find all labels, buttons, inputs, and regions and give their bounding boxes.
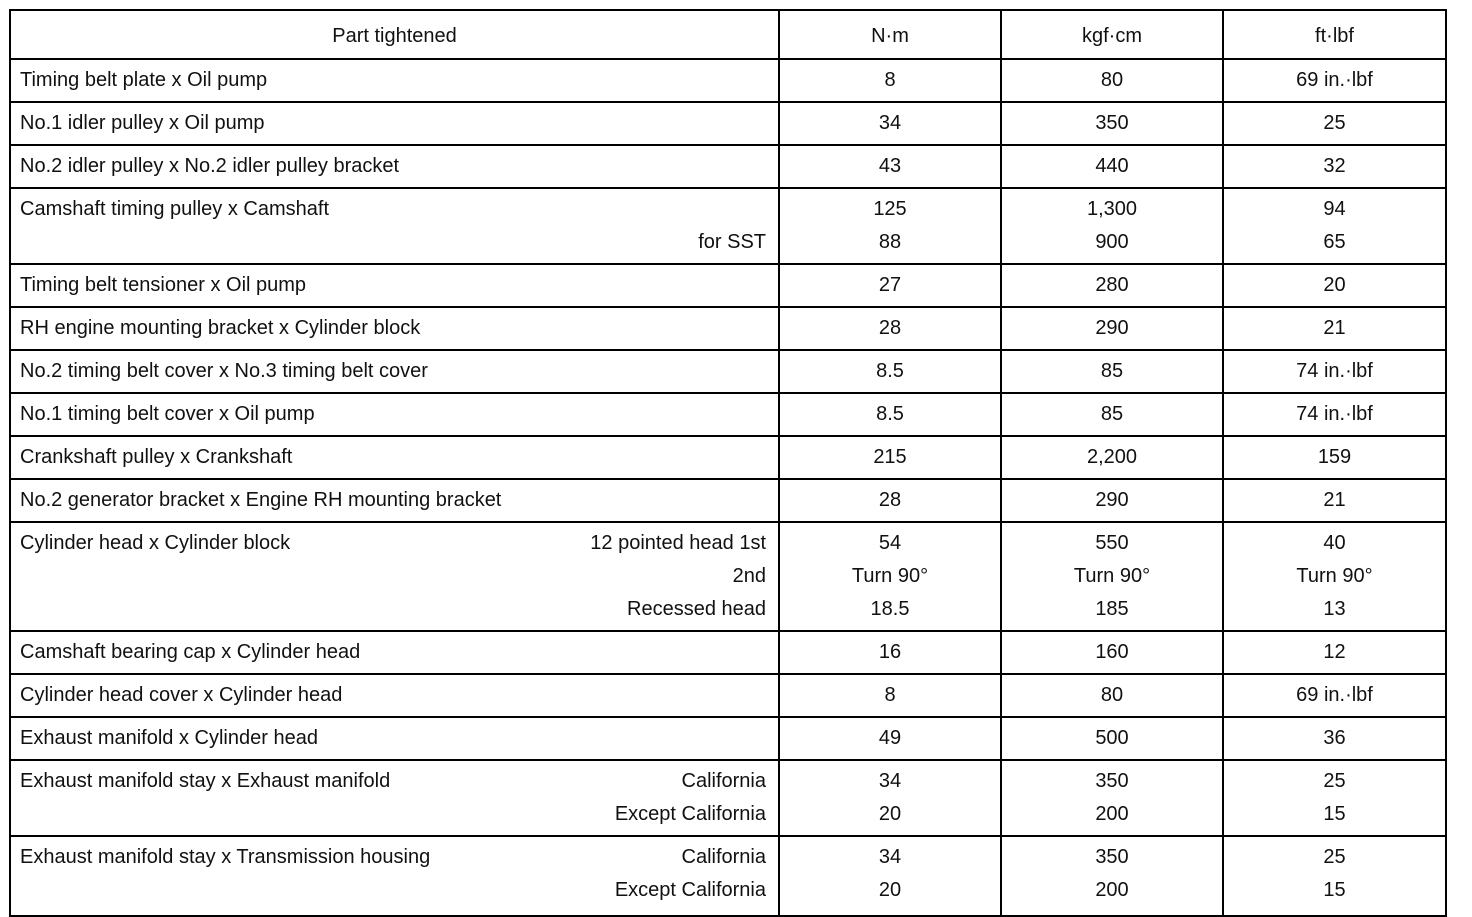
condition-label: for SST — [698, 231, 766, 253]
newton-meter-value: 8.5 — [876, 403, 904, 425]
part-name: No.1 timing belt cover x Oil pump — [20, 403, 315, 425]
kgf-cm-value: 80 — [1100, 684, 1124, 706]
table-row — [10, 674, 1446, 717]
newton-meter-value: 125 — [873, 198, 907, 220]
newton-meter-cell — [779, 188, 1001, 264]
kgf-cm-cell — [1001, 307, 1223, 350]
newton-meter-value: 28 — [878, 317, 902, 339]
part-name: RH engine mounting bracket x Cylinder block — [20, 317, 421, 339]
kgf-cm-cell — [1001, 674, 1223, 717]
newton-meter-cell — [779, 760, 1001, 836]
ft-lbf-cell — [1223, 350, 1446, 393]
ft-lbf-value: 65 — [1323, 231, 1346, 253]
torque-spec-table — [9, 9, 1447, 917]
newton-meter-value: 49 — [878, 727, 902, 749]
ft-lbf-cell — [1223, 145, 1446, 188]
part-name: Cylinder head cover x Cylinder head — [20, 684, 343, 706]
header-part-tightened: Part tightened — [10, 10, 779, 59]
kgf-cm-value: 160 — [1095, 641, 1129, 663]
newton-meter-value: 8 — [884, 684, 896, 706]
kgf-cm-value: Turn 90° — [1073, 565, 1151, 587]
condition-label: 2nd — [732, 565, 766, 587]
part-cell — [10, 760, 779, 836]
kgf-cm-cell — [1001, 631, 1223, 674]
kgf-cm-cell — [1001, 102, 1223, 145]
part-cell — [10, 717, 779, 760]
ft-lbf-value: Turn 90° — [1296, 565, 1373, 587]
newton-meter-value: 20 — [878, 803, 902, 825]
part-name: No.1 idler pulley x Oil pump — [20, 112, 265, 134]
newton-meter-cell — [779, 145, 1001, 188]
kgf-cm-cell — [1001, 393, 1223, 436]
ft-lbf-value: 15 — [1323, 879, 1346, 901]
table-row — [10, 307, 1446, 350]
table-row — [10, 264, 1446, 307]
newton-meter-value: 16 — [878, 641, 902, 663]
table-row — [10, 760, 1446, 836]
newton-meter-value: 54 — [878, 532, 902, 554]
newton-meter-cell — [779, 350, 1001, 393]
newton-meter-cell — [779, 522, 1001, 631]
ft-lbf-value: 20 — [1323, 274, 1346, 296]
newton-meter-cell — [779, 674, 1001, 717]
ft-lbf-cell — [1223, 836, 1446, 916]
condition-label: Except California — [614, 803, 766, 825]
part-cell — [10, 145, 779, 188]
kgf-cm-cell — [1001, 59, 1223, 102]
part-name: No.2 idler pulley x No.2 idler pulley bracket — [20, 155, 400, 177]
ft-lbf-cell — [1223, 188, 1446, 264]
part-cell — [10, 307, 779, 350]
ft-lbf-cell — [1223, 102, 1446, 145]
kgf-cm-value: 1,300 — [1086, 198, 1138, 220]
kgf-cm-value: 85 — [1100, 403, 1124, 425]
newton-meter-value: 20 — [878, 879, 902, 901]
kgf-cm-value: 350 — [1095, 846, 1129, 868]
ft-lbf-value: 12 — [1323, 641, 1346, 663]
newton-meter-cell — [779, 59, 1001, 102]
ft-lbf-value: 21 — [1323, 317, 1346, 339]
kgf-cm-value: 440 — [1095, 155, 1129, 177]
ft-lbf-value: 25 — [1323, 770, 1346, 792]
newton-meter-value: 28 — [878, 489, 902, 511]
kgf-cm-cell — [1001, 836, 1223, 916]
condition-label: 12 pointed head 1st — [590, 532, 766, 554]
newton-meter-value: 27 — [878, 274, 902, 296]
ft-lbf-value: 69 in.·lbf — [1296, 684, 1373, 706]
condition-label: Except California — [614, 879, 766, 901]
kgf-cm-value: 350 — [1095, 770, 1129, 792]
newton-meter-cell — [779, 717, 1001, 760]
kgf-cm-cell — [1001, 760, 1223, 836]
part-cell — [10, 631, 779, 674]
ft-lbf-cell — [1223, 479, 1446, 522]
table-row — [10, 102, 1446, 145]
part-name: No.2 timing belt cover x No.3 timing belt cover — [20, 360, 428, 382]
kgf-cm-value: 290 — [1095, 317, 1129, 339]
condition-label: California — [681, 846, 766, 868]
newton-meter-value: 34 — [878, 112, 902, 134]
part-cell — [10, 264, 779, 307]
ft-lbf-value: 74 in.·lbf — [1296, 403, 1373, 425]
header-row — [10, 10, 1446, 59]
ft-lbf-value: 36 — [1323, 727, 1346, 749]
kgf-cm-cell — [1001, 188, 1223, 264]
part-name: Exhaust manifold stay x Transmission housing — [20, 846, 431, 868]
part-cell — [10, 393, 779, 436]
ft-lbf-cell — [1223, 674, 1446, 717]
part-cell — [10, 59, 779, 102]
newton-meter-value: 88 — [878, 231, 902, 253]
ft-lbf-cell — [1223, 436, 1446, 479]
table-row — [10, 188, 1446, 264]
part-name: Cylinder head x Cylinder block — [20, 532, 291, 554]
kgf-cm-cell — [1001, 717, 1223, 760]
newton-meter-value: Turn 90° — [851, 565, 929, 587]
ft-lbf-value: 25 — [1323, 846, 1346, 868]
part-name: Exhaust manifold x Cylinder head — [20, 727, 318, 749]
condition-label: Recessed head — [627, 598, 766, 620]
newton-meter-cell — [779, 393, 1001, 436]
kgf-cm-value: 550 — [1095, 532, 1129, 554]
table-row — [10, 145, 1446, 188]
kgf-cm-value: 185 — [1095, 598, 1129, 620]
newton-meter-cell — [779, 631, 1001, 674]
kgf-cm-value: 500 — [1095, 727, 1129, 749]
newton-meter-value: 34 — [878, 846, 902, 868]
ft-lbf-value: 25 — [1323, 112, 1346, 134]
kgf-cm-value: 200 — [1095, 803, 1129, 825]
part-name: Exhaust manifold stay x Exhaust manifold — [20, 770, 391, 792]
part-cell — [10, 188, 779, 264]
ft-lbf-value: 94 — [1323, 198, 1346, 220]
kgf-cm-cell — [1001, 145, 1223, 188]
ft-lbf-cell — [1223, 307, 1446, 350]
part-name: No.2 generator bracket x Engine RH mounting bracket — [20, 489, 502, 511]
ft-lbf-cell — [1223, 631, 1446, 674]
part-name: Camshaft timing pulley x Camshaft — [20, 198, 330, 220]
newton-meter-cell — [779, 836, 1001, 916]
kgf-cm-cell — [1001, 479, 1223, 522]
ft-lbf-cell — [1223, 393, 1446, 436]
ft-lbf-value: 159 — [1317, 446, 1352, 468]
header-ft-lbf: ft·lbf — [1223, 10, 1446, 59]
part-name: Camshaft bearing cap x Cylinder head — [20, 641, 361, 663]
kgf-cm-value: 80 — [1100, 69, 1124, 91]
part-cell — [10, 350, 779, 393]
header-newton-meter: N·m — [779, 10, 1001, 59]
part-name: Timing belt plate x Oil pump — [20, 69, 268, 91]
newton-meter-value: 215 — [873, 446, 907, 468]
ft-lbf-value: 15 — [1323, 803, 1346, 825]
newton-meter-cell — [779, 264, 1001, 307]
ft-lbf-value: 13 — [1323, 598, 1346, 620]
kgf-cm-cell — [1001, 350, 1223, 393]
table-row — [10, 631, 1446, 674]
newton-meter-cell — [779, 436, 1001, 479]
part-cell — [10, 836, 779, 916]
kgf-cm-cell — [1001, 436, 1223, 479]
header-kgf-cm: kgf·cm — [1001, 10, 1223, 59]
newton-meter-cell — [779, 479, 1001, 522]
part-name: Timing belt tensioner x Oil pump — [20, 274, 307, 296]
table-row — [10, 717, 1446, 760]
kgf-cm-value: 290 — [1095, 489, 1129, 511]
table-row — [10, 522, 1446, 631]
newton-meter-value: 8 — [884, 69, 896, 91]
newton-meter-cell — [779, 102, 1001, 145]
kgf-cm-value: 200 — [1095, 879, 1129, 901]
ft-lbf-value: 40 — [1323, 532, 1346, 554]
part-cell — [10, 522, 779, 631]
kgf-cm-value: 350 — [1095, 112, 1129, 134]
ft-lbf-cell — [1223, 717, 1446, 760]
part-cell — [10, 479, 779, 522]
table-row — [10, 350, 1446, 393]
kgf-cm-value: 900 — [1095, 231, 1129, 253]
newton-meter-value: 34 — [878, 770, 902, 792]
ft-lbf-value: 74 in.·lbf — [1296, 360, 1373, 382]
ft-lbf-cell — [1223, 59, 1446, 102]
ft-lbf-cell — [1223, 264, 1446, 307]
ft-lbf-cell — [1223, 760, 1446, 836]
ft-lbf-value: 32 — [1323, 155, 1346, 177]
table-row — [10, 479, 1446, 522]
kgf-cm-cell — [1001, 264, 1223, 307]
kgf-cm-cell — [1001, 522, 1223, 631]
newton-meter-cell — [779, 307, 1001, 350]
part-cell — [10, 436, 779, 479]
newton-meter-value: 8.5 — [876, 360, 904, 382]
part-name: Crankshaft pulley x Crankshaft — [20, 446, 293, 468]
ft-lbf-cell — [1223, 522, 1446, 631]
newton-meter-value: 43 — [878, 155, 902, 177]
condition-label: California — [681, 770, 766, 792]
part-cell — [10, 674, 779, 717]
table-row — [10, 59, 1446, 102]
ft-lbf-value: 21 — [1323, 489, 1346, 511]
kgf-cm-value: 2,200 — [1086, 446, 1138, 468]
kgf-cm-value: 280 — [1095, 274, 1129, 296]
table-row — [10, 393, 1446, 436]
ft-lbf-value: 69 in.·lbf — [1296, 69, 1373, 91]
table-row — [10, 436, 1446, 479]
kgf-cm-value: 85 — [1100, 360, 1124, 382]
newton-meter-value: 18.5 — [870, 598, 910, 620]
table-row — [10, 836, 1446, 916]
part-cell — [10, 102, 779, 145]
table-body — [10, 59, 1446, 916]
